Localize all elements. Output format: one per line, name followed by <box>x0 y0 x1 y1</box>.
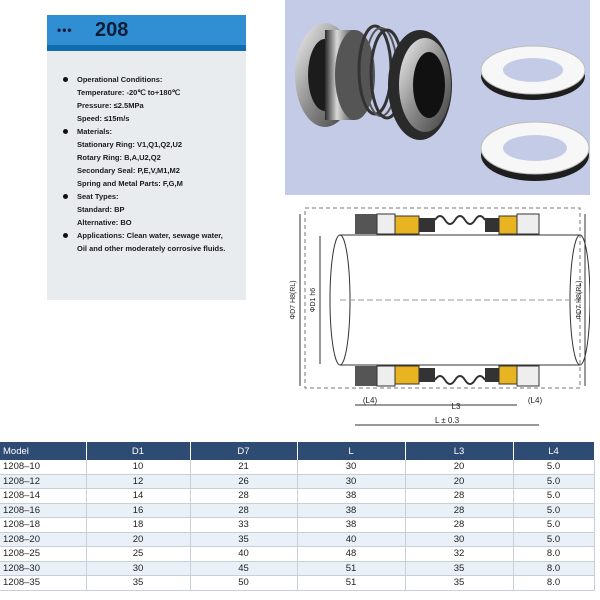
column-header: L4 <box>513 442 594 460</box>
table-row <box>0 518 594 533</box>
seat-ring-top <box>481 46 585 100</box>
d7-label-left: ΦD7 H8(RL) <box>290 280 297 320</box>
d1-label: ΦD1 h6 <box>310 287 317 313</box>
d7-label-right: ΦD7 H8(RL) <box>576 280 583 320</box>
table-cell: 1208‒35 <box>0 576 86 591</box>
spec-line: Oil and other moderately corrosive fluids. <box>77 244 226 253</box>
table-cell: 16 <box>86 503 190 518</box>
spec-line: Rotary Ring: B,A,U2,Q2 <box>77 153 161 162</box>
table-cell: 5.0 <box>513 460 594 474</box>
spec-line: Temperature: -20℃ to+180℃ <box>77 88 181 97</box>
table-cell: 12 <box>86 474 190 489</box>
technical-drawing <box>285 200 590 435</box>
column-header: D7 <box>190 442 297 460</box>
table-cell: 1208‒20 <box>0 532 86 547</box>
table-cell: 50 <box>190 576 297 591</box>
table-cell: 1208‒25 <box>0 547 86 562</box>
table-body <box>0 460 594 590</box>
spec-line: Operational Conditions: <box>61 73 246 86</box>
table-cell: 32 <box>405 547 513 562</box>
table-cell: 25 <box>86 547 190 562</box>
mechanical-seal-image <box>285 0 590 195</box>
l-total-label: L ± 0.3 <box>434 416 460 425</box>
table-cell: 28 <box>190 503 297 518</box>
l4-label-left: (L4) <box>362 396 378 405</box>
table-cell: 38 <box>297 489 405 504</box>
table-cell: 1208‒30 <box>0 561 86 576</box>
table-cell: 48 <box>297 547 405 562</box>
seal-assembly-top <box>355 214 539 234</box>
spec-line: Spring and Metal Parts: F,G,M <box>77 179 183 188</box>
table-row <box>0 460 594 474</box>
header-dots-icon: ••• <box>57 23 73 37</box>
table-row <box>0 489 594 504</box>
spec-line: Applications: Clean water, sewage water, <box>61 229 246 242</box>
spec-line: Pressure: ≤2.5MPa <box>77 101 144 110</box>
product-photo <box>285 0 590 195</box>
table-cell: 5.0 <box>513 532 594 547</box>
spec-line: Speed: ≤15m/s <box>77 114 130 123</box>
seal-assembly-bottom <box>355 366 539 386</box>
table-row <box>0 561 594 576</box>
table-cell: 35 <box>405 561 513 576</box>
column-header: L3 <box>405 442 513 460</box>
table-cell: 5.0 <box>513 489 594 504</box>
spec-line: Materials: <box>61 125 246 138</box>
table-cell: 30 <box>297 474 405 489</box>
table-row <box>0 503 594 518</box>
table-cell: 40 <box>297 532 405 547</box>
header-strip <box>47 45 246 51</box>
table-cell: 5.0 <box>513 503 594 518</box>
table-cell: 20 <box>405 460 513 474</box>
table-cell: 21 <box>190 460 297 474</box>
table-cell: 8.0 <box>513 576 594 591</box>
table-cell: 35 <box>190 532 297 547</box>
table-row <box>0 474 594 489</box>
table-cell: 35 <box>405 576 513 591</box>
table-cell: 5.0 <box>513 518 594 533</box>
table-cell: 51 <box>297 561 405 576</box>
table-cell: 20 <box>86 532 190 547</box>
table-cell: 1208‒14 <box>0 489 86 504</box>
spec-list <box>61 73 246 255</box>
table-cell: 8.0 <box>513 547 594 562</box>
table-cell: 35 <box>86 576 190 591</box>
table-cell: 30 <box>86 561 190 576</box>
spec-line: Stationary Ring: V1,Q1,Q2,U2 <box>77 140 183 149</box>
spec-header <box>47 15 246 45</box>
table-cell: 28 <box>405 489 513 504</box>
table-cell: 28 <box>190 489 297 504</box>
table-cell: 20 <box>405 474 513 489</box>
table-cell: 45 <box>190 561 297 576</box>
table-cell: 1208‒12 <box>0 474 86 489</box>
table-cell: 40 <box>190 547 297 562</box>
table-cell: 1208‒10 <box>0 460 86 474</box>
table-cell: 14 <box>86 489 190 504</box>
l4-label-right: (L4) <box>527 396 543 405</box>
seal-cross-section <box>285 200 590 435</box>
column-header: Model <box>0 442 86 460</box>
table-cell: 38 <box>297 503 405 518</box>
table-cell: 1208‒16 <box>0 503 86 518</box>
table-row <box>0 576 594 591</box>
seal-body-right <box>388 30 452 140</box>
model-number: 208 <box>95 19 129 41</box>
table-cell: 18 <box>86 518 190 533</box>
table-cell: 28 <box>405 518 513 533</box>
seat-ring-bottom <box>481 122 589 181</box>
table-cell: 28 <box>405 503 513 518</box>
table-row <box>0 547 594 562</box>
dimension-table <box>0 442 595 591</box>
spec-line: Standard: BP <box>77 205 125 214</box>
table-cell: 38 <box>297 518 405 533</box>
table-header-row <box>0 442 594 460</box>
table-row <box>0 532 594 547</box>
spec-line: Alternative: BO <box>77 218 132 227</box>
table-cell: 30 <box>297 460 405 474</box>
column-header: D1 <box>86 442 190 460</box>
spec-line: Secondary Seal: P,E,V,M1,M2 <box>77 166 180 175</box>
table-cell: 1208‒18 <box>0 518 86 533</box>
table-cell: 26 <box>190 474 297 489</box>
table-cell: 5.0 <box>513 474 594 489</box>
l3-label: L3 <box>451 402 461 411</box>
column-header: L <box>297 442 405 460</box>
table-cell: 51 <box>297 576 405 591</box>
table-cell: 8.0 <box>513 561 594 576</box>
table-cell: 33 <box>190 518 297 533</box>
spec-card <box>47 15 246 300</box>
spec-line: Seat Types: <box>61 190 246 203</box>
table-cell: 10 <box>86 460 190 474</box>
table-cell: 30 <box>405 532 513 547</box>
